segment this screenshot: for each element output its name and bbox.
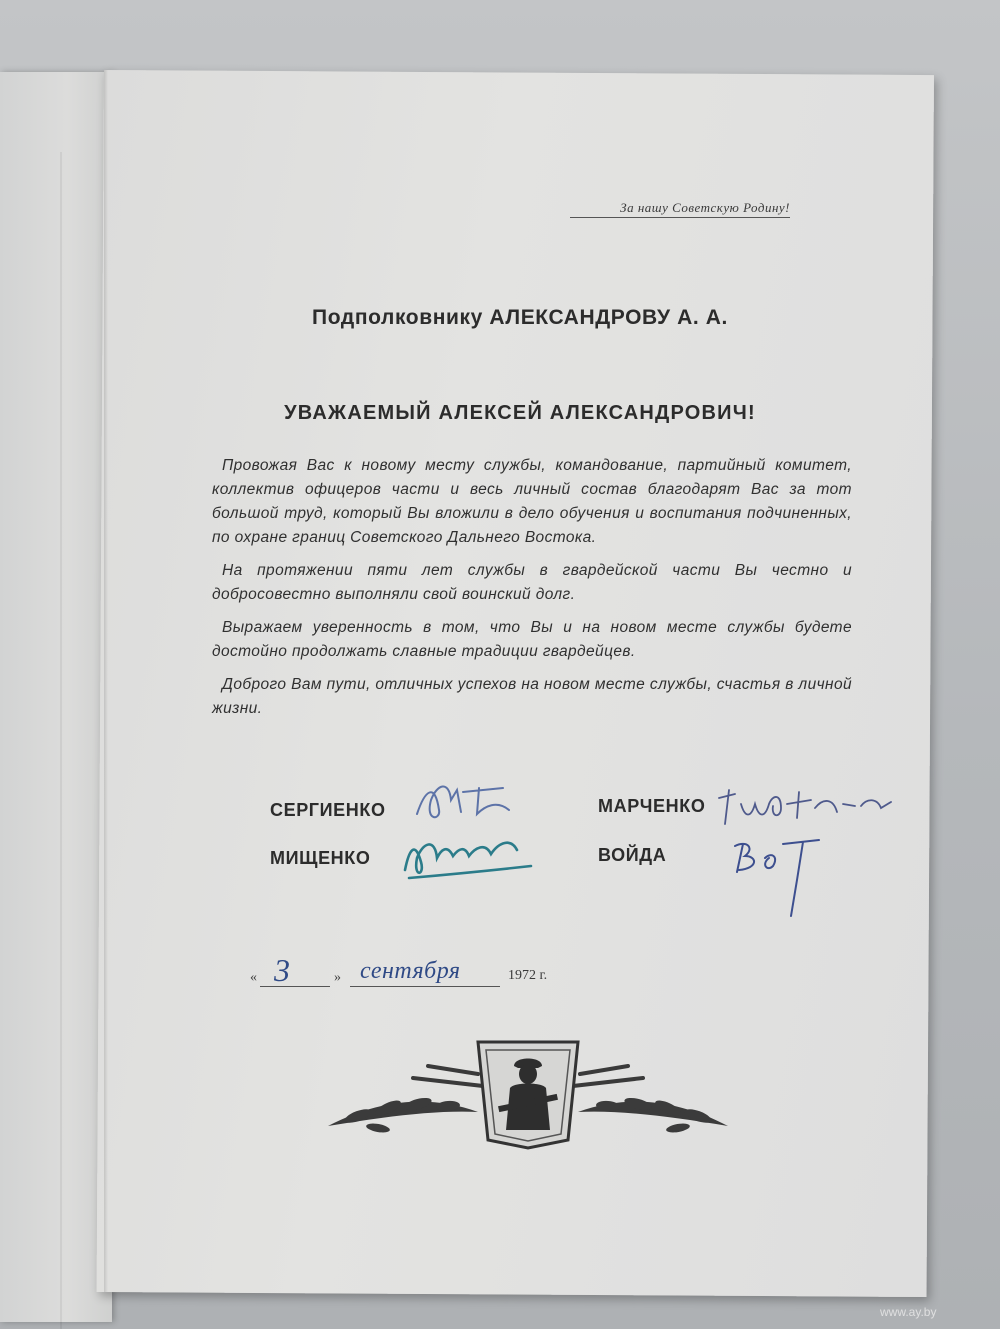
date-open-quote: « — [250, 970, 257, 985]
paragraph-2: На протяжении пяти лет службы в гвардейской части Вы честно и добросовестно выполняли свой воинский долг. — [212, 562, 852, 603]
signatory-sergienko: СЕРГИЕНКО — [270, 800, 386, 820]
recipient-line: Подполковнику АЛЕКСАНДРОВУ А. А. — [312, 306, 728, 329]
folded-back-page — [0, 72, 112, 1322]
signatory-mishchenko: МИЩЕНКО — [270, 848, 371, 868]
page-crease — [104, 70, 108, 1292]
date-month: сентября — [360, 958, 461, 984]
date-line — [250, 952, 580, 992]
day-underline — [260, 986, 330, 987]
soldier-with-rifles-emblem-icon — [318, 1030, 738, 1150]
date-day: 3 — [274, 952, 290, 988]
greeting-heading: УВАЖАЕМЫЙ АЛЕКСЕЙ АЛЕКСАНДРОВИЧ! — [284, 402, 756, 424]
signature-voyda-icon — [725, 830, 835, 930]
signatory-marchenko: МАРЧЕНКО — [598, 796, 706, 816]
page-fold — [60, 152, 62, 1329]
date-close-quote: » — [334, 970, 341, 985]
watermark: www.ay.by — [880, 1305, 937, 1319]
signature-marchenko-icon — [715, 778, 915, 838]
signature-mishchenko-icon — [395, 820, 545, 890]
motto: За нашу Советскую Родину! — [570, 200, 790, 218]
signatory-voyda: ВОЙДА — [598, 845, 667, 865]
letter-body — [212, 454, 852, 730]
paragraph-1: Провожая Вас к новому месту службы, командование, партийный комитет, коллектив офицеров части и весь личный состав благодарят Вас за тот большой труд, который Вы вложили в дело обучения и воспитания подчиненных, по охране границ Советского Дальнего Востока. — [212, 457, 852, 546]
month-underline — [350, 986, 500, 987]
date-year: 1972 г. — [508, 968, 548, 983]
paragraph-3: Выражаем уверенность в том, что Вы и на новом месте службы будете достойно продолжать славные традиции гвардейцев. — [212, 619, 852, 660]
paragraph-4: Доброго Вам пути, отличных успехов на новом месте службы, счастья в личной жизни. — [212, 676, 852, 717]
